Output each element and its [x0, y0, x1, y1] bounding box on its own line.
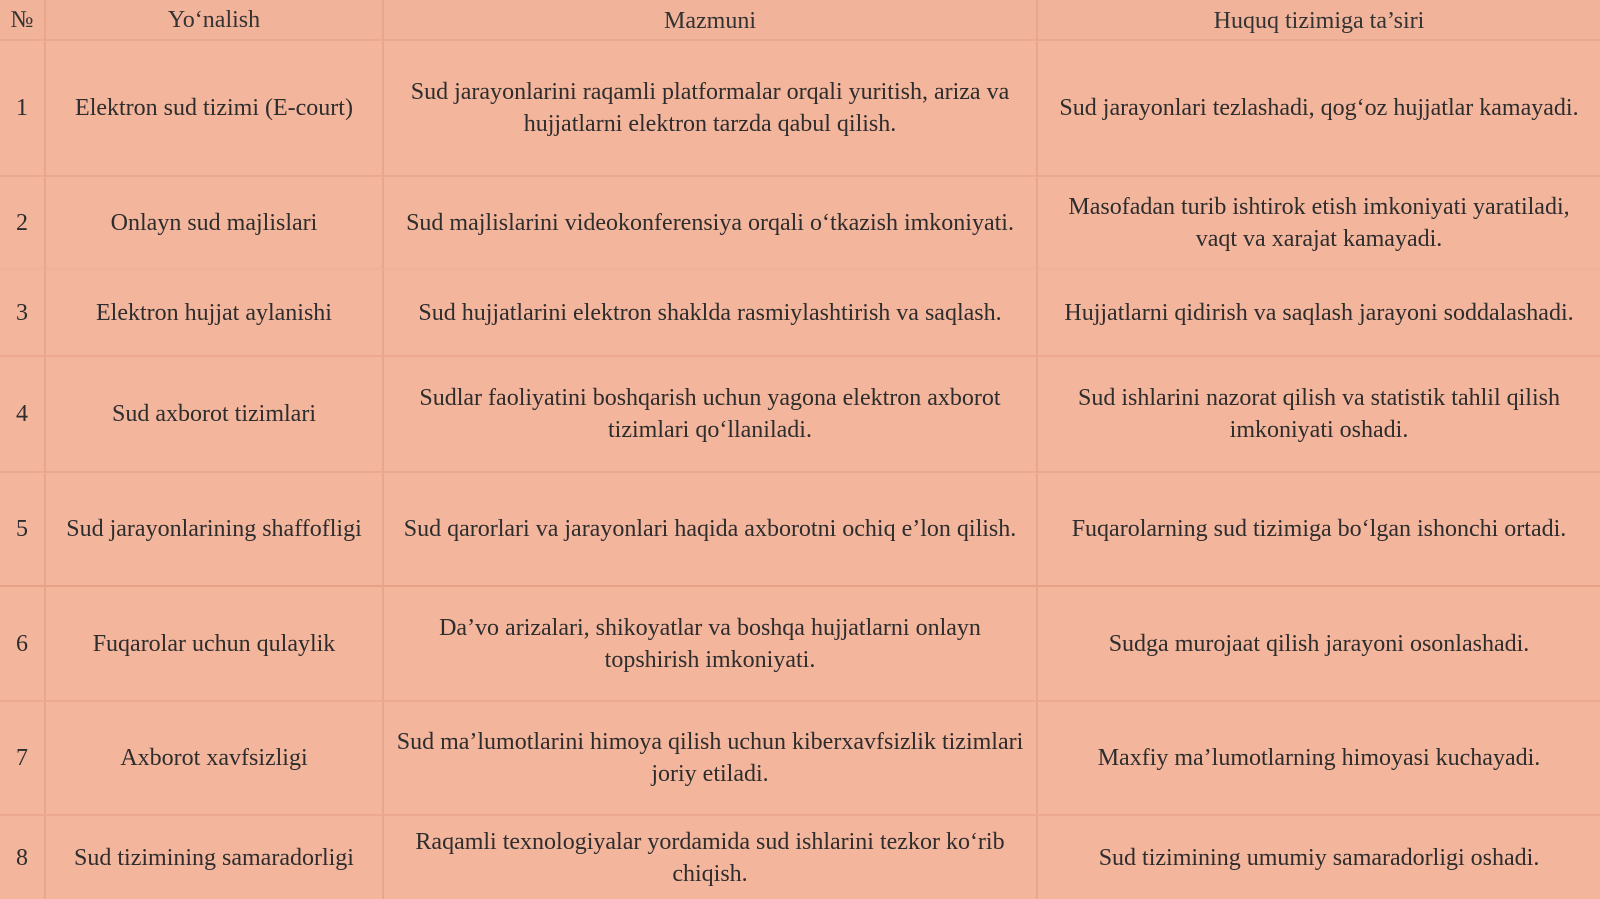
row-impact: Hujjatlarni qidirish va saqlash jarayoni soddalashadi. — [1038, 270, 1600, 357]
row-number: 3 — [0, 270, 46, 357]
header-direction: Yo‘nalish — [46, 0, 384, 41]
header-number: № — [0, 0, 46, 41]
row-number: 4 — [0, 357, 46, 473]
row-content: Sud qarorlari va jarayonlari haqida axborotni ochiq e’lon qilish. — [384, 473, 1038, 587]
row-number: 8 — [0, 816, 46, 899]
row-content: Sudlar faoliyatini boshqarish uchun yagona elektron axborot tizimlari qo‘llaniladi. — [384, 357, 1038, 473]
row-impact: Sud jarayonlari tezlashadi, qog‘oz hujjatlar kamayadi. — [1038, 41, 1600, 177]
row-content: Sud jarayonlarini raqamli platformalar orqali yuritish, ariza va hujjatlarni elektron tarzda qabul qilish. — [384, 41, 1038, 177]
row-direction: Sud tizimining samaradorligi — [46, 816, 384, 899]
row-impact: Sud ishlarini nazorat qilish va statistik tahlil qilish imkoniyati oshadi. — [1038, 357, 1600, 473]
row-number: 7 — [0, 702, 46, 816]
row-impact: Masofadan turib ishtirok etish imkoniyati yaratiladi, vaqt va xarajat kamayadi. — [1038, 177, 1600, 270]
row-number: 2 — [0, 177, 46, 270]
row-direction: Fuqarolar uchun qulaylik — [46, 587, 384, 702]
row-impact: Fuqarolarning sud tizimiga bo‘lgan ishonchi ortadi. — [1038, 473, 1600, 587]
row-direction: Axborot xavfsizligi — [46, 702, 384, 816]
row-direction: Elektron sud tizimi (E-court) — [46, 41, 384, 177]
header-impact: Huquq tizimiga ta’siri — [1038, 0, 1600, 41]
row-content: Da’vo arizalari, shikoyatlar va boshqa hujjatlarni onlayn topshirish imkoniyati. — [384, 587, 1038, 702]
row-direction: Elektron hujjat aylanishi — [46, 270, 384, 357]
row-direction: Onlayn sud majlislari — [46, 177, 384, 270]
header-content: Mazmuni — [384, 0, 1038, 41]
row-content: Sud majlislarini videokonferensiya orqali o‘tkazish imkoniyati. — [384, 177, 1038, 270]
row-number: 5 — [0, 473, 46, 587]
row-number: 6 — [0, 587, 46, 702]
row-impact: Maxfiy ma’lumotlarning himoyasi kuchayadi. — [1038, 702, 1600, 816]
row-impact: Sudga murojaat qilish jarayoni osonlashadi. — [1038, 587, 1600, 702]
row-content: Sud ma’lumotlarini himoya qilish uchun kiberxavfsizlik tizimlari joriy etiladi. — [384, 702, 1038, 816]
row-impact: Sud tizimining umumiy samaradorligi oshadi. — [1038, 816, 1600, 899]
row-content: Raqamli texnologiyalar yordamida sud ishlarini tezkor ko‘rib chiqish. — [384, 816, 1038, 899]
row-direction: Sud jarayonlarining shaffofligi — [46, 473, 384, 587]
row-direction: Sud axborot tizimlari — [46, 357, 384, 473]
row-number: 1 — [0, 41, 46, 177]
row-content: Sud hujjatlarini elektron shaklda rasmiylashtirish va saqlash. — [384, 270, 1038, 357]
